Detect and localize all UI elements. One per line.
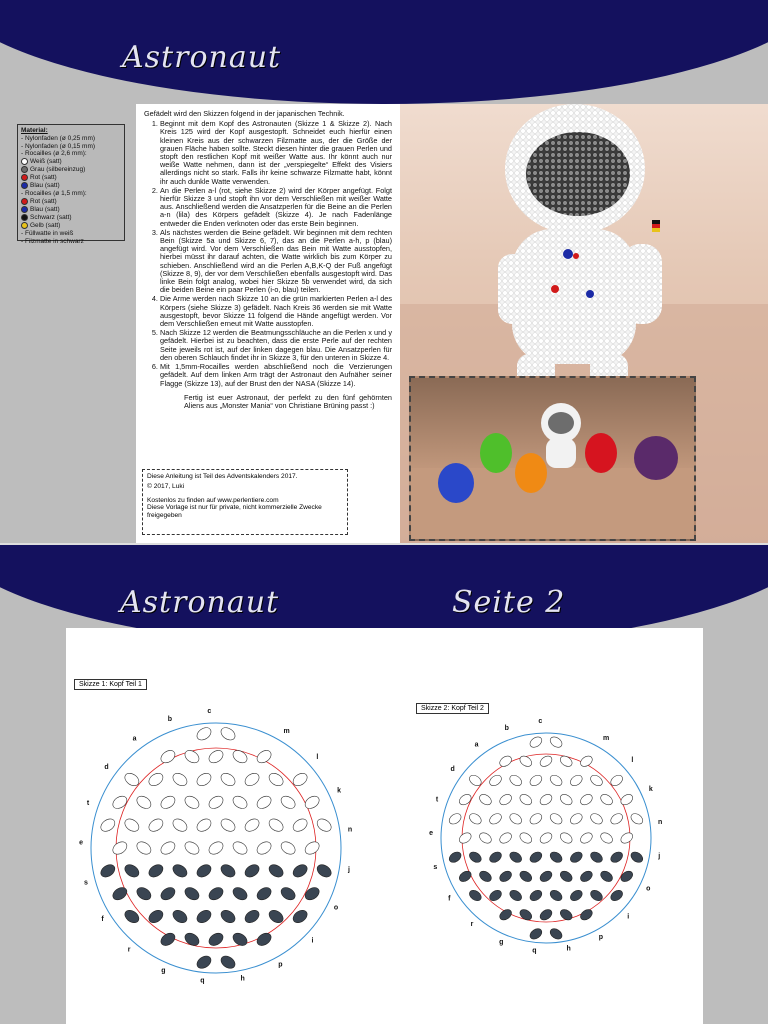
bead-letter-label: i bbox=[311, 937, 314, 945]
bead-mark bbox=[508, 850, 524, 865]
bead-mark bbox=[488, 850, 504, 865]
bead-mark bbox=[159, 839, 178, 856]
bead-mark bbox=[243, 816, 262, 833]
material-item: - Nylonfaden (ø 0,25 mm) bbox=[21, 134, 96, 142]
bead-mark bbox=[219, 771, 238, 788]
bead-mark bbox=[619, 792, 635, 807]
bead-mark bbox=[518, 869, 534, 884]
bead-mark bbox=[528, 888, 544, 903]
bead-mark bbox=[568, 888, 584, 903]
bead-mark bbox=[207, 839, 226, 856]
bead-mark bbox=[171, 816, 190, 833]
bead-mark bbox=[135, 794, 154, 811]
bead-letter-label: i bbox=[627, 913, 630, 921]
bead-mark bbox=[599, 792, 615, 807]
bead-mark bbox=[508, 888, 524, 903]
bead-mark bbox=[195, 725, 214, 742]
bead-letter-label: e bbox=[429, 830, 433, 838]
bead-mark bbox=[135, 885, 154, 902]
bead-letter-label: q bbox=[532, 947, 537, 955]
sketch-1-label: Skizze 1: Kopf Teil 1 bbox=[74, 679, 147, 690]
bead-mark bbox=[111, 885, 130, 902]
material-item: Gelb (satt) bbox=[21, 222, 121, 230]
bead-mark bbox=[548, 735, 564, 750]
aliens-photo bbox=[409, 376, 696, 541]
bead-mark bbox=[111, 794, 130, 811]
step-item: 6. Mit 1,5mm-Rocailles werden abschließend noch die Verzierungen gefädelt. Auf dem linken Arm trägt der Astronaut den Aufnäher seiner Flagge (Skizze 13), auf der Brust den der NASA (Skizze 14). bbox=[160, 363, 392, 388]
bead-mark bbox=[538, 754, 554, 769]
bead-mark bbox=[135, 839, 154, 856]
bead-mark bbox=[207, 794, 226, 811]
bead-mark bbox=[538, 907, 554, 922]
bead-letter-label: n bbox=[657, 818, 663, 826]
material-item: Rot (satt) bbox=[21, 174, 121, 182]
bead-mark bbox=[447, 850, 463, 865]
material-heading: Material: bbox=[21, 127, 48, 134]
bead-letter-label: j bbox=[347, 866, 350, 874]
step-item: 2. An die Perlen a-l (rot, siehe Skizze 2) wird der Körper angefügt. Folgt hierfür Skizze 3 und stopft ihn vor dem Verschließen mit weißer Watte aus. Anschließend werden die Ansatzperlen für die Beine an die Perlen a-n (lila) des Körpers gefädelt (Skizze 4). Je nach Fadenlänge entweder die Enden verknoten oder das erste Bein beginnen. bbox=[160, 187, 392, 228]
bead-letter-label: s bbox=[84, 879, 88, 887]
material-item: - Füllwatte in weiß bbox=[21, 230, 74, 238]
bead-letter-label: h bbox=[240, 975, 245, 983]
page-number: Seite 2 bbox=[452, 585, 566, 620]
bead-mark bbox=[579, 907, 595, 922]
bead-mark bbox=[267, 862, 286, 879]
bead-mark bbox=[457, 831, 473, 846]
bead-mark bbox=[629, 850, 645, 865]
bead-mark bbox=[538, 831, 554, 846]
bead-letter-label: b bbox=[504, 724, 509, 732]
bead-letter-label: c bbox=[538, 718, 543, 726]
material-item: - Filzmatte in schwarz bbox=[21, 237, 84, 245]
bead-mark bbox=[159, 885, 178, 902]
material-item: - Rocailles (ø 1,5 mm): bbox=[21, 190, 87, 198]
bead-mark bbox=[303, 794, 322, 811]
black-small-bead-icon bbox=[21, 214, 28, 221]
bead-mark bbox=[183, 839, 202, 856]
bead-mark bbox=[619, 869, 635, 884]
bead-mark bbox=[568, 811, 584, 826]
material-item: Schwarz (satt) bbox=[21, 214, 121, 222]
bead-mark bbox=[467, 850, 483, 865]
bead-mark bbox=[518, 792, 534, 807]
material-item: Rot (satt) bbox=[21, 198, 121, 206]
header-banner bbox=[0, 0, 768, 104]
bead-mark bbox=[147, 816, 166, 833]
bead-letter-label: l bbox=[316, 753, 319, 761]
bead-mark bbox=[231, 885, 250, 902]
step-item: 5. Nach Skizze 12 werden die Beatmungsschläuche an die Perlen x und y gefädelt. Hierbei ist zu beachten, dass die erste Perle auf der rechten Seite jeweils rot ist, auf der linken dagegen blau. Die Ansatzperlen für den oberen Schlauch findet ihr in Skizze 3, für den unteren in Skizze 4. bbox=[160, 329, 392, 362]
bead-mark bbox=[568, 850, 584, 865]
bead-mark bbox=[488, 811, 504, 826]
bead-mark bbox=[558, 754, 574, 769]
bead-mark bbox=[279, 794, 298, 811]
bead-mark bbox=[528, 927, 544, 942]
bead-mark bbox=[579, 792, 595, 807]
bead-mark bbox=[619, 831, 635, 846]
bead-mark bbox=[219, 816, 238, 833]
bead-mark bbox=[518, 831, 534, 846]
bead-letter-label: q bbox=[200, 977, 205, 985]
bead-mark bbox=[518, 754, 534, 769]
bead-mark bbox=[255, 839, 274, 856]
bead-mark bbox=[508, 811, 524, 826]
steps-list bbox=[144, 120, 392, 388]
bead-mark bbox=[498, 831, 514, 846]
bead-letter-label: s bbox=[433, 864, 438, 872]
bead-mark bbox=[478, 792, 494, 807]
bead-mark bbox=[111, 839, 130, 856]
bead-mark bbox=[528, 735, 544, 750]
bead-mark bbox=[255, 748, 274, 765]
aliens-group-image bbox=[411, 378, 694, 539]
bead-mark bbox=[207, 885, 226, 902]
bead-letter-label: l bbox=[631, 757, 634, 765]
step-item: 3. Als nächstes werden die Beine gefädelt. Wir beginnen mit dem rechten Bein (Skizze 5a und Skizze 6, 7), das an die Perlen a-h, p (blau) angefügt wird. Vor dem Verschließen das Bein mit Watte ausstopfen, hierbei müsst ihr darauf achten, die Watte wirklich bis zum Körper zu schieben. Anschließend wird an die Perlen A,B,K-Q der Fuß angefügt (Skizze 8, 9), der vor dem Verschließen ebenfalls ausgestopft wird. Das linke Bein folgt analog, wobei hier Skizze 5b verwendet wird, da sich die beiden Beine ein paar Perlen (i-o, blau) teilen. bbox=[160, 229, 392, 295]
bead-mark bbox=[219, 908, 238, 925]
page-2 bbox=[0, 545, 768, 1024]
bead-letter-label: t bbox=[435, 796, 439, 804]
bead-mark bbox=[279, 885, 298, 902]
bead-mark bbox=[219, 953, 238, 970]
bead-mark bbox=[457, 869, 473, 884]
bead-mark bbox=[538, 792, 554, 807]
info-line: Kostenlos zu finden auf www.perlentiere.com bbox=[147, 496, 279, 504]
bead-mark bbox=[315, 862, 334, 879]
bead-letter-label: a bbox=[132, 735, 137, 743]
grey-bead-icon bbox=[21, 166, 28, 173]
bead-mark bbox=[528, 811, 544, 826]
bead-mark bbox=[171, 908, 190, 925]
bead-mark bbox=[548, 927, 564, 942]
material-item: - Rocailles (ø 2,6 mm): bbox=[21, 150, 87, 158]
bead-letter-label: d bbox=[104, 764, 109, 772]
bead-mark bbox=[123, 771, 142, 788]
bead-mark bbox=[609, 850, 625, 865]
bead-letter-label: p bbox=[598, 934, 604, 942]
material-item: Grau (silbereinzug) bbox=[21, 166, 121, 174]
bead-mark bbox=[528, 773, 544, 788]
bead-letter-label: f bbox=[448, 895, 451, 903]
bead-mark bbox=[558, 869, 574, 884]
bead-mark bbox=[123, 816, 142, 833]
bead-mark bbox=[231, 748, 250, 765]
bead-mark bbox=[478, 869, 494, 884]
bead-mark bbox=[195, 816, 214, 833]
bead-letter-label: e bbox=[79, 839, 83, 847]
bead-mark bbox=[159, 931, 178, 948]
bead-mark bbox=[159, 748, 178, 765]
bead-mark bbox=[98, 862, 117, 879]
info-line: Diese Vorlage ist nur für private, nicht kommerzielle Zwecke freigegeben bbox=[147, 504, 322, 519]
bead-mark bbox=[548, 888, 564, 903]
bead-mark bbox=[457, 792, 473, 807]
bead-mark bbox=[528, 850, 544, 865]
bead-mark bbox=[207, 748, 226, 765]
bead-mark bbox=[498, 792, 514, 807]
sketch-sheet bbox=[66, 628, 703, 1024]
bead-mark bbox=[599, 831, 615, 846]
bead-letter-label: p bbox=[278, 961, 283, 969]
material-item: - Nylonfaden (ø 0,15 mm) bbox=[21, 142, 96, 150]
bead-mark bbox=[219, 862, 238, 879]
bead-mark bbox=[589, 850, 605, 865]
bead-letter-label: o bbox=[333, 904, 339, 912]
bead-mark bbox=[219, 725, 238, 742]
bead-mark bbox=[498, 754, 514, 769]
bead-mark bbox=[195, 908, 214, 925]
bead-mark bbox=[558, 792, 574, 807]
red-bead-icon bbox=[21, 174, 28, 181]
bead-mark bbox=[231, 839, 250, 856]
bead-mark bbox=[579, 754, 595, 769]
bead-mark bbox=[183, 885, 202, 902]
yellow-small-bead-icon bbox=[21, 222, 28, 229]
bead-mark bbox=[478, 831, 494, 846]
bead-mark bbox=[568, 773, 584, 788]
bead-mark bbox=[609, 811, 625, 826]
bead-mark bbox=[243, 862, 262, 879]
bead-mark bbox=[123, 908, 142, 925]
bead-mark bbox=[231, 794, 250, 811]
bead-letter-label: d bbox=[450, 765, 455, 773]
bead-mark bbox=[579, 831, 595, 846]
bead-mark bbox=[267, 816, 286, 833]
blue-bead-icon bbox=[21, 182, 28, 189]
bead-letter-label: r bbox=[470, 921, 474, 929]
blue-small-bead-icon bbox=[21, 206, 28, 213]
sketch-2-diagram bbox=[421, 708, 681, 1008]
bead-mark bbox=[98, 816, 117, 833]
bead-mark bbox=[291, 771, 310, 788]
bead-mark bbox=[548, 811, 564, 826]
bead-letter-label: g bbox=[499, 938, 504, 946]
page-title: Astronaut bbox=[120, 585, 280, 620]
bead-mark bbox=[589, 811, 605, 826]
page-title: Astronaut bbox=[122, 40, 282, 75]
ending-text: Fertig ist euer Astronaut, der perfekt zu den fünf gehörnten Aliens aus „Monster Mania“ von Christiane Brüning passt :) bbox=[184, 392, 392, 410]
bead-letter-label: g bbox=[161, 967, 166, 975]
bead-letter-label: m bbox=[602, 734, 610, 742]
bead-mark bbox=[518, 907, 534, 922]
bead-letter-label: r bbox=[127, 946, 131, 954]
bead-mark bbox=[599, 869, 615, 884]
bead-mark bbox=[558, 831, 574, 846]
bead-letter-label: k bbox=[648, 785, 653, 793]
bead-letter-label: f bbox=[101, 916, 104, 924]
bead-mark bbox=[195, 953, 214, 970]
bead-mark bbox=[303, 885, 322, 902]
bead-letter-label: t bbox=[86, 799, 90, 807]
info-line: Diese Anleitung ist Teil des Adventskalenders 2017. bbox=[147, 473, 298, 480]
bead-mark bbox=[183, 931, 202, 948]
bead-mark bbox=[243, 908, 262, 925]
bead-mark bbox=[183, 794, 202, 811]
bead-mark bbox=[508, 773, 524, 788]
bead-mark bbox=[195, 771, 214, 788]
bead-mark bbox=[183, 748, 202, 765]
bead-mark bbox=[303, 839, 322, 856]
bead-mark bbox=[315, 816, 334, 833]
bead-letter-label: c bbox=[207, 708, 212, 716]
material-item: Blau (satt) bbox=[21, 206, 121, 214]
step-item: 4. Die Arme werden nach Skizze 10 an die grün markierten Perlen a-l des Körpers (siehe Skizze 3) gefädelt. Nach Kreis 36 werden sie mit Watte ausgestopft, bevor Skizze 11 folgend die Hände angefügt werden. Vor dem Verschließen erneut mit Watte ausstopfen. bbox=[160, 295, 392, 328]
bead-mark bbox=[171, 771, 190, 788]
bead-mark bbox=[447, 811, 463, 826]
bead-letter-label: j bbox=[658, 853, 661, 861]
bead-letter-label: a bbox=[474, 741, 479, 749]
bead-mark bbox=[291, 816, 310, 833]
bead-mark bbox=[579, 869, 595, 884]
sketch-1-diagram bbox=[66, 678, 366, 1023]
bead-mark bbox=[255, 794, 274, 811]
copyright-text: © 2017, Luki bbox=[147, 483, 185, 491]
bead-mark bbox=[255, 885, 274, 902]
bead-letter-label: m bbox=[283, 727, 290, 735]
bead-mark bbox=[629, 811, 645, 826]
bead-letter-label: h bbox=[566, 945, 571, 953]
bead-mark bbox=[207, 931, 226, 948]
material-item: Blau (satt) bbox=[21, 182, 121, 190]
bead-mark bbox=[171, 862, 190, 879]
bead-mark bbox=[195, 862, 214, 879]
bead-letter-label: o bbox=[646, 885, 651, 893]
info-box bbox=[142, 469, 348, 535]
bead-mark bbox=[548, 850, 564, 865]
bead-letter-label: n bbox=[347, 826, 353, 834]
bead-letter-label: k bbox=[337, 787, 342, 795]
bead-letter-label: b bbox=[167, 716, 173, 724]
bead-mark bbox=[255, 931, 274, 948]
sketch-2-label: Skizze 2: Kopf Teil 2 bbox=[416, 703, 489, 714]
bead-mark bbox=[231, 931, 250, 948]
bead-mark bbox=[123, 862, 142, 879]
bead-mark bbox=[159, 794, 178, 811]
bead-mark bbox=[558, 907, 574, 922]
bead-mark bbox=[243, 771, 262, 788]
bead-mark bbox=[291, 908, 310, 925]
bead-mark bbox=[147, 862, 166, 879]
red-small-bead-icon bbox=[21, 198, 28, 205]
bead-mark bbox=[498, 907, 514, 922]
bead-mark bbox=[467, 811, 483, 826]
white-bead-icon bbox=[21, 158, 28, 165]
bead-mark bbox=[538, 869, 554, 884]
intro-text: Gefädelt wird den Skizzen folgend in der japanischen Technik. bbox=[144, 109, 345, 118]
bead-mark bbox=[548, 773, 564, 788]
bead-mark bbox=[291, 862, 310, 879]
step-item: 1. Beginnt mit dem Kopf des Astronauten (Skizze 1 & Skizze 2). Nach Kreis 125 wird der Kopf ausgestopft. Schneidet euch hierfür einen kleinen Kreis aus der schwarzen Filzmatte aus, der die Größe der grauen Fläche haben sollte. Steckt diesen hinter die grauen Perlen und stopft den restlichen Kopf mit weißer Watte aus. Ihr könnt auch nur weiße Watte nehmen, dann ist der „verspiegelte“ Effekt des Visiers allerdings nicht so stark. Falls ihr keine schwarze Filzmatte habt, könnt ihr auch dunkle Watte verwenden. bbox=[160, 120, 392, 186]
bead-mark bbox=[498, 869, 514, 884]
material-box bbox=[17, 124, 125, 245]
bead-mark bbox=[279, 839, 298, 856]
material-item: Weiß (satt) bbox=[21, 158, 121, 166]
